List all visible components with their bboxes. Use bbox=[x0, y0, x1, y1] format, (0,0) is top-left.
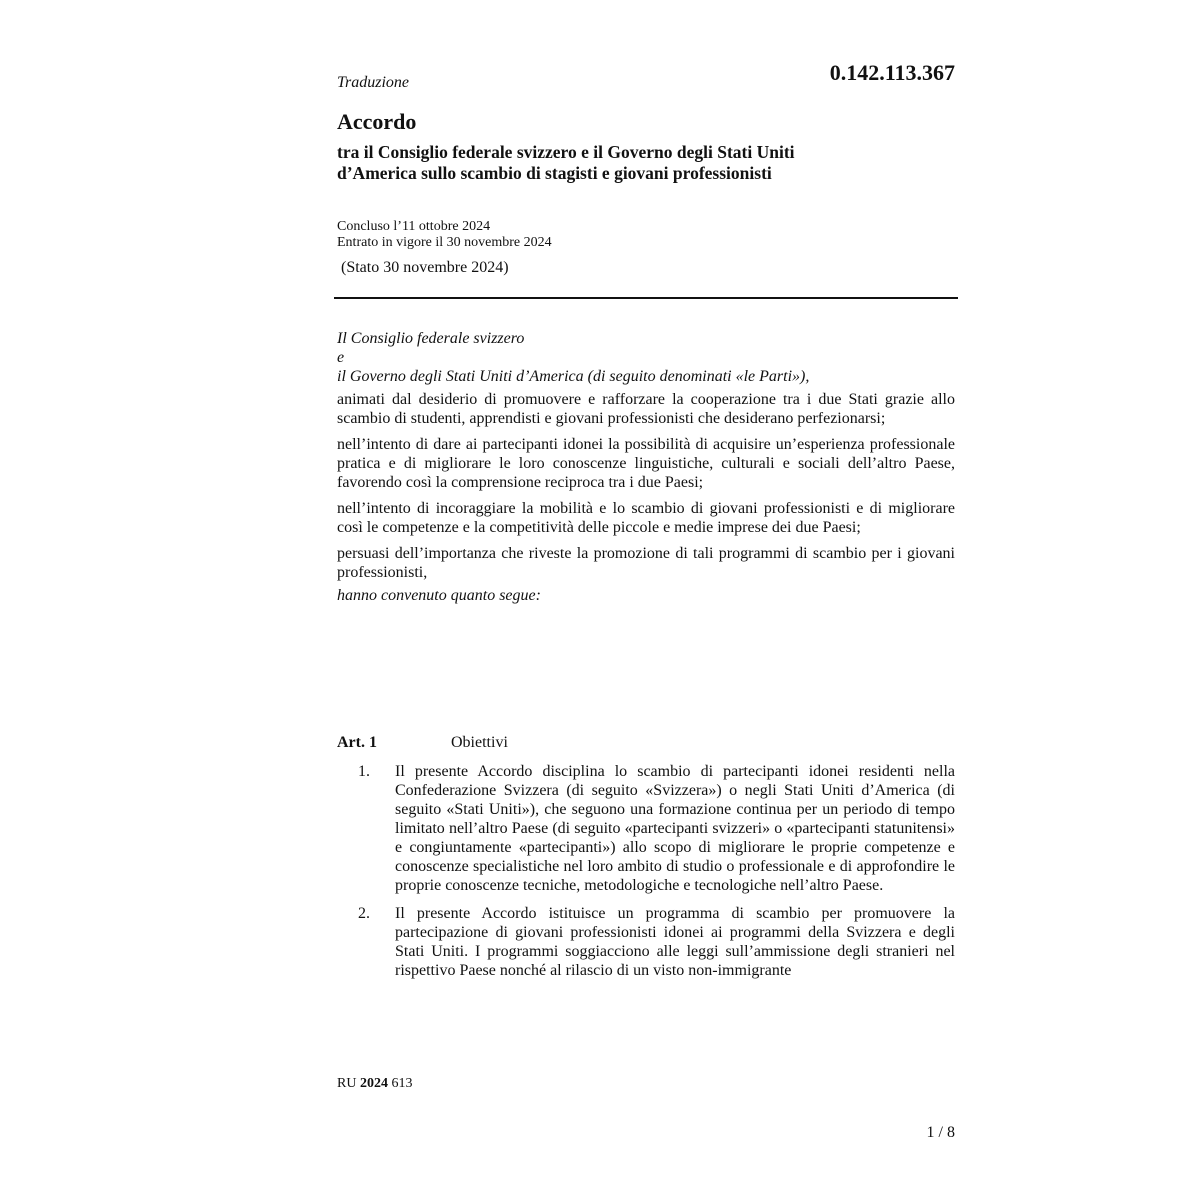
translation-label: Traduzione bbox=[337, 74, 410, 91]
article-title: Obiettivi bbox=[451, 734, 508, 751]
party-united-states: il Governo degli Stati Uniti d’America (di seguito denominati «le Parti»), bbox=[337, 368, 810, 385]
subtitle-line: d’America sullo scambio di stagisti e giovani professionisti bbox=[337, 163, 772, 183]
recital: animati dal desiderio di promuovere e rafforzare la cooperazione tra i due Stati grazie allo scambio di studenti, apprendisti e giovani professionisti che desiderano perfezionarsi; bbox=[337, 391, 955, 427]
in-force-date: Entrato in vigore il 30 novembre 2024 bbox=[337, 235, 552, 250]
article-paragraph bbox=[337, 762, 955, 895]
paragraph-text: Il presente Accordo istituisce un programma di scambio per promuovere la partecipazione di giovani professionisti idonei ai programmi della Svizzera e degli Stati Uniti. I programmi soggiacciono alle leggi sull’ammissione degli stranieri nel rispettivo Paese nonché al rilascio di un visto non-immigrante bbox=[395, 905, 955, 979]
article-1 bbox=[337, 733, 955, 989]
subtitle-line: tra il Consiglio federale svizzero e il Governo degli Stati Uniti bbox=[337, 142, 795, 162]
preamble-closing: hanno convenuto quanto segue: bbox=[337, 587, 541, 604]
official-compilation-reference bbox=[337, 1076, 412, 1092]
article-paragraph bbox=[337, 904, 955, 980]
dates-block bbox=[337, 219, 552, 251]
document-subtitle bbox=[337, 142, 957, 184]
paragraph-text: Il presente Accordo disciplina lo scambio di partecipanti idonei residenti nella Confederazione Svizzera (di seguito «Svizzera») o negli Stati Uniti d’America (di seguito «Stati Uniti»), che seguono una formazione continua per un periodo di tempo limitato nell’altro Paese (di seguito «partecipanti svizzeri» o «partecipanti statunitensi» e congiuntamente «partecipanti») allo scopo di migliorare le proprie competenze e conoscenze specialistiche nel loro ambito di studio o professionale e di approfondire le proprie conoscenze tecniche, metodologiche e tecnologiche nell’altro Paese. bbox=[395, 763, 955, 894]
party-conjunction: e bbox=[337, 349, 345, 366]
ru-prefix: RU bbox=[337, 1076, 357, 1091]
document-title: Accordo bbox=[337, 109, 417, 134]
ru-year: 2024 bbox=[359, 1076, 388, 1091]
concluded-date: Concluso l’11 ottobre 2024 bbox=[337, 219, 491, 234]
recital: persuasi dell’importanza che riveste la promozione di tali programmi di scambio per i giovani professionisti, bbox=[337, 545, 955, 581]
recital: nell’intento di dare ai partecipanti idonei la possibilità di acquisire un’esperienza professionale pratica e di migliorare le loro conoscenze linguistiche, culturali e sociali dell’altro Paese, favorendo così la comprensione reciproca tra i due Paesi; bbox=[337, 436, 955, 491]
header-divider bbox=[334, 297, 958, 299]
page-number: 1 / 8 bbox=[926, 1124, 955, 1141]
ru-page: 613 bbox=[391, 1076, 413, 1091]
party-switzerland: Il Consiglio federale svizzero bbox=[337, 330, 525, 347]
sr-number: 0.142.113.367 bbox=[829, 60, 955, 85]
paragraph-number: 1. bbox=[358, 763, 370, 780]
status-date: (Stato 30 novembre 2024) bbox=[341, 259, 509, 276]
article-heading bbox=[337, 733, 955, 752]
paragraph-number: 2. bbox=[358, 905, 370, 922]
recital: nell’intento di incoraggiare la mobilità e lo scambio di giovani professionisti e di migliorare così le competenze e la competitività delle piccole e medie imprese dei due Paesi; bbox=[337, 500, 955, 536]
article-paragraphs bbox=[337, 762, 955, 980]
preamble bbox=[337, 329, 955, 605]
article-number: Art. 1 bbox=[337, 734, 377, 751]
